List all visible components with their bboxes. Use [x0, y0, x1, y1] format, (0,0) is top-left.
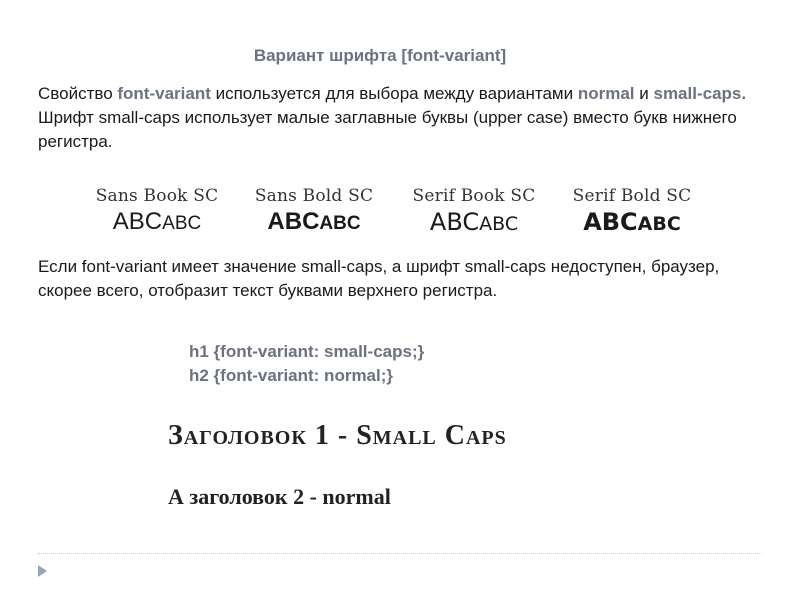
slide-title: Вариант шрифта [font-variant]	[253, 46, 507, 65]
example-heading-1: Заголовок 1 - Small Caps	[168, 420, 507, 451]
property-name: font-variant	[117, 84, 211, 103]
code-line-h2: h2 {font-variant: normal;}	[189, 366, 394, 385]
sample-small: ABC	[637, 213, 681, 235]
intro-text-3: и	[634, 84, 654, 103]
fallback-paragraph: Если font-variant имеет значение small-caps, а шрифт small-caps недоступен, браузер, скорее всего, отобразит текст буквами верхнего регистра.	[38, 257, 720, 300]
sample-caps: ABC	[112, 208, 163, 235]
sample-small: ABC	[162, 213, 202, 234]
triangle-right-icon[interactable]	[38, 565, 47, 577]
sample-demo	[249, 208, 379, 236]
code-example	[189, 340, 424, 388]
sample-sans-book	[92, 186, 222, 236]
font-samples	[92, 186, 692, 246]
sample-sans-bold	[249, 186, 379, 236]
sample-small: ABC	[319, 213, 361, 234]
sample-name: Serif Book SC	[412, 186, 536, 206]
sample-caps: ABC	[583, 208, 638, 236]
sample-small: ABC	[479, 213, 519, 235]
example-heading-2: А заголовок 2 - normal	[168, 484, 391, 509]
footer-divider	[38, 553, 762, 554]
value-small-caps: small-caps.	[653, 84, 747, 103]
intro-paragraph	[38, 82, 768, 154]
sample-name: Sans Bold SC	[254, 186, 374, 206]
sample-caps: ABC	[267, 208, 320, 235]
intro-text-4: Шрифт small-caps использует малые заглавные буквы (upper case) вместо букв нижнего регистра.	[38, 108, 737, 151]
intro-text-2: используется для выбора между вариантами	[210, 84, 578, 103]
sample-serif-book	[408, 186, 540, 236]
sample-demo	[408, 208, 540, 236]
intro-text-1: Свойство	[38, 84, 118, 103]
sample-name: Sans Book SC	[95, 186, 219, 206]
sample-name: Serif Bold SC	[572, 186, 692, 206]
sample-demo	[566, 208, 698, 236]
sample-serif-bold	[566, 186, 698, 236]
value-normal: normal	[577, 84, 635, 103]
sample-caps: ABC	[429, 208, 480, 236]
code-line-h1: h1 {font-variant: small-caps;}	[189, 342, 425, 361]
sample-demo	[92, 208, 222, 236]
